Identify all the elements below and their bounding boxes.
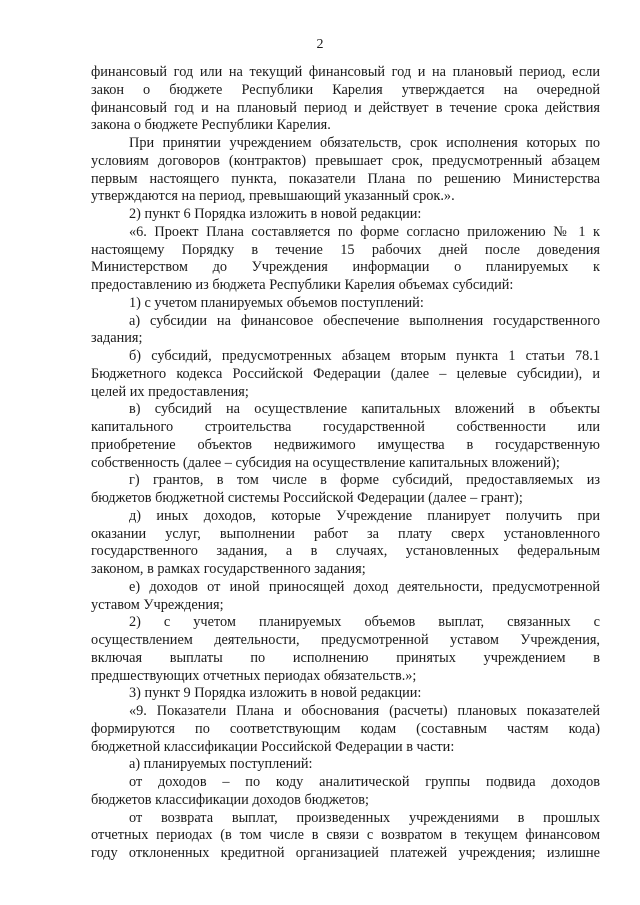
text-line: 2) с учетом планируемых объемов выплат, связанных с bbox=[129, 614, 600, 631]
text-line: бюджетов бюджетной системы Российской Федерации (далее – грант); bbox=[91, 490, 523, 506]
text-line: в) субсидий на осуществление капитальных вложений в объекты bbox=[129, 401, 600, 418]
text-line: 1) с учетом планируемых объемов поступлений: bbox=[129, 294, 424, 311]
text-line: а) планируемых поступлений: bbox=[129, 756, 313, 773]
text-line: осуществлением деятельности, предусмотренной уставом Учреждения, bbox=[91, 632, 600, 648]
text-line: отчетных периодах (в том числе в связи с возвратом в текущем финансовом bbox=[91, 827, 600, 844]
text-line: финансовый год или на текущий финансовый год и на плановый период, если bbox=[91, 64, 600, 80]
text-line: включая выплаты по исполнению принятых учреждением в bbox=[91, 649, 600, 666]
text-line: от доходов – по коду аналитической группы подвида доходов bbox=[129, 774, 600, 790]
text-line: предшествующих отчетных периодах обязательств.»; bbox=[91, 667, 417, 684]
text-line: уставом Учреждения; bbox=[91, 596, 224, 613]
page-number: 2 bbox=[316, 37, 324, 52]
text-line: г) грантов, в том числе в форме субсидий, предоставляемых из bbox=[129, 472, 600, 489]
text-line: 3) пункт 9 Порядка изложить в новой редакции: bbox=[129, 685, 422, 702]
text-line: государственного задания, а в случаях, установленных федеральным bbox=[91, 543, 600, 560]
text-line: Министерством до Учреждения информации о планируемых к bbox=[91, 259, 600, 276]
text-line: настоящему Порядку в течение 15 рабочих дней после доведения bbox=[91, 241, 600, 258]
text-line: задания; bbox=[91, 330, 143, 347]
text-line: «6. Проект Плана составляется по форме согласно приложению № 1 к bbox=[129, 223, 600, 240]
text-line: б) субсидий, предусмотренных абзацем вторым пункта 1 статьи 78.1 bbox=[129, 348, 600, 364]
text-line: д) иных доходов, которые Учреждение планирует получить при bbox=[129, 507, 600, 524]
text-line: первым настоящего пункта, показатели Плана по решению Министерства bbox=[91, 170, 600, 187]
document-body bbox=[91, 64, 600, 863]
text-line: утверждаются на период, превышающий указанный срок.». bbox=[91, 188, 455, 205]
text-line: формируются по соответствующим кодам (составным частям кода) bbox=[91, 720, 600, 737]
text-line: а) субсидии на финансовое обеспечение выполнения государственного bbox=[129, 312, 600, 329]
text-line: бюджетной классификации Российской Федерации в части: bbox=[91, 738, 455, 755]
text-line: бюджетов классификации доходов бюджетов; bbox=[91, 791, 369, 808]
text-line: от возврата выплат, произведенных учреждениями в прошлых bbox=[129, 809, 600, 826]
text-line: условиям договоров (контрактов) превышает срок, предусмотренный абзацем bbox=[91, 152, 600, 169]
text-line: е) доходов от иной приносящей доход деятельности, предусмотренной bbox=[129, 578, 600, 595]
text-line: Бюджетного кодекса Российской Федерации (далее – целевые субсидии), и bbox=[91, 365, 600, 382]
text-line: году отклоненных кредитной организацией платежей учреждения; излишне bbox=[91, 845, 600, 861]
text-line: законом, в рамках государственного задания; bbox=[91, 561, 366, 577]
text-line: «9. Показатели Плана и обоснования (расчеты) плановых показателей bbox=[129, 703, 600, 719]
text-line: оказании услуг, выполнении работ за плату сверх установленного bbox=[91, 525, 600, 542]
text-line: закона о бюджете Республики Карелия. bbox=[91, 117, 331, 134]
text-line: При принятии учреждением обязательств, срок исполнения которых по bbox=[129, 135, 600, 151]
text-line: приобретение объектов недвижимого имущества в государственную bbox=[91, 436, 600, 453]
text-line: капитального строительства государственной собственности или bbox=[91, 419, 600, 435]
text-line: закон о бюджете Республики Карелия утверждается на очередной bbox=[91, 81, 600, 98]
text-line: собственность (далее – субсидия на осуществление капитальных вложений); bbox=[91, 454, 560, 471]
text-line: целей их предоставления; bbox=[91, 383, 249, 400]
text-line: предоставлению из бюджета Республики Карелия объемах субсидий: bbox=[91, 277, 514, 293]
text-line: финансовый год и на плановый период и действует в течение срока действия bbox=[91, 99, 600, 116]
text-line: 2) пункт 6 Порядка изложить в новой редакции: bbox=[129, 206, 422, 222]
